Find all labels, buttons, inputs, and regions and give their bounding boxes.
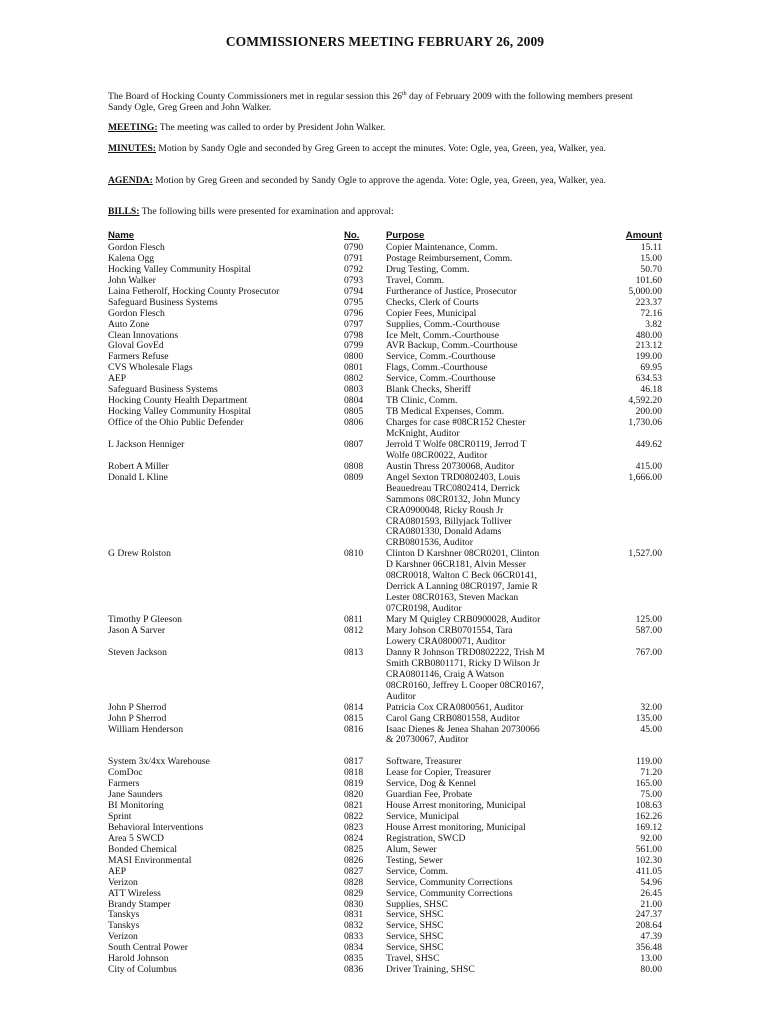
bill-purpose-line: Checks, Clerk of Courts bbox=[386, 296, 479, 308]
bill-number: 0808 bbox=[344, 460, 364, 472]
table-row bbox=[108, 648, 664, 703]
bill-purpose-line: Austin Thress 20730068, Auditor bbox=[386, 460, 515, 472]
bill-name: Hocking County Health Department bbox=[108, 395, 248, 407]
bill-purpose-line: Patricia Cox CRA0800561, Auditor bbox=[386, 701, 524, 713]
bill-name: ComDoc bbox=[108, 767, 143, 779]
bill-purpose bbox=[386, 648, 545, 703]
bill-amount: 92.00 bbox=[640, 832, 662, 844]
bill-name: Jane Saunders bbox=[108, 789, 163, 801]
bill-number: 0799 bbox=[344, 340, 364, 352]
bill-number: 0832 bbox=[344, 920, 364, 932]
bill-purpose-line: D Karshner 06CR181, Alvin Messer bbox=[386, 559, 526, 571]
table-row bbox=[108, 725, 664, 758]
bill-amount: 3.82 bbox=[645, 318, 662, 330]
bill-purpose-line: Service, Comm.-Courthouse bbox=[386, 351, 496, 363]
bill-purpose-line: Postage Reimbursement, Comm. bbox=[386, 252, 513, 264]
bill-amount: 247.37 bbox=[635, 909, 662, 921]
bill-purpose bbox=[386, 878, 513, 889]
document-title: COMMISSIONERS MEETING FEBRUARY 26, 2009 bbox=[225, 34, 545, 49]
bill-purpose-line: Isaac Dienes & Jenea Shahan 20730066 bbox=[386, 723, 540, 735]
bill-number: 0793 bbox=[344, 274, 364, 286]
bill-purpose-line: Supplies, Comm.-Courthouse bbox=[386, 318, 500, 330]
bill-name: City of Columbus bbox=[108, 964, 177, 976]
bill-amount: 1,666.00 bbox=[628, 471, 662, 483]
bill-name: AEP bbox=[108, 865, 127, 877]
bill-purpose-line: Guardian Fee, Probate bbox=[386, 789, 473, 801]
bill-amount: 45.00 bbox=[640, 723, 662, 735]
bill-number: 0791 bbox=[344, 252, 364, 264]
bill-purpose-line: Danny R Johnson TRD0802222, Trish M bbox=[386, 646, 545, 658]
bill-purpose-line: Sammons 08CR0132, John Muncy bbox=[386, 493, 521, 505]
bill-amount: 587.00 bbox=[635, 624, 662, 636]
bill-number: 0819 bbox=[344, 778, 364, 790]
header-no: No. bbox=[344, 230, 360, 241]
minutes-text: Motion by Sandy Ogle and seconded by Greg Green to accept the minutes. Vote: Ogle, yea, Green, yea, Walker, yea. bbox=[155, 143, 606, 154]
bill-amount: 69.95 bbox=[640, 362, 662, 374]
meeting-paragraph bbox=[108, 122, 648, 133]
bill-purpose-line: Mary M Quigley CRB0900028, Auditor bbox=[386, 614, 541, 626]
bill-purpose-line: Smith CRB0801171, Ricky D Wilson Jr bbox=[386, 657, 540, 669]
bill-name: Tanskys bbox=[108, 909, 140, 921]
bill-name: Farmers Refuse bbox=[108, 351, 169, 363]
bill-purpose-line: Lester 08CR0163, Steven Mackan bbox=[386, 592, 519, 604]
bill-number: 0826 bbox=[344, 854, 364, 866]
bill-name: Sprint bbox=[108, 811, 132, 823]
bill-name: Clean Innovations bbox=[108, 329, 179, 341]
bill-name: South Central Power bbox=[108, 942, 188, 954]
bills-label: BILLS: bbox=[108, 206, 140, 217]
bill-purpose bbox=[386, 418, 525, 440]
bill-purpose-line: CRB0801536, Auditor bbox=[386, 537, 473, 549]
bill-amount: 50.70 bbox=[640, 263, 662, 275]
bill-purpose-line: 07CR0198, Auditor bbox=[386, 603, 462, 615]
bill-name: John Walker bbox=[108, 274, 156, 286]
bill-number: 0806 bbox=[344, 417, 364, 428]
bill-purpose-line: Lowery CRA0800071, Auditor bbox=[386, 635, 506, 647]
bill-purpose-line: Travel, Comm. bbox=[386, 274, 445, 286]
bill-number: 0824 bbox=[344, 832, 364, 844]
bill-purpose-line: TB Medical Expenses, Comm. bbox=[386, 406, 505, 418]
bill-name: Behavioral Interventions bbox=[108, 821, 204, 833]
header-purpose: Purpose bbox=[386, 230, 425, 241]
bill-name: Steven Jackson bbox=[108, 646, 167, 658]
bills-table-body bbox=[108, 243, 664, 976]
bill-purpose bbox=[386, 889, 513, 900]
bill-purpose-line: Testing, Sewer bbox=[386, 854, 443, 866]
bill-amount: 1,730.06 bbox=[628, 417, 662, 428]
bill-number: 0835 bbox=[344, 953, 364, 965]
bill-purpose-line: CRA0801330, Donald Adams bbox=[386, 526, 502, 538]
bill-name: Hocking Valley Community Hospital bbox=[108, 263, 251, 275]
bill-purpose-line: Travel, SHSC bbox=[386, 953, 440, 965]
bill-amount: 108.63 bbox=[635, 800, 662, 812]
table-row bbox=[108, 309, 664, 320]
bill-number: 0809 bbox=[344, 471, 364, 483]
bill-purpose-line: Flags, Comm.-Courthouse bbox=[386, 362, 488, 374]
bill-amount: 4,592.20 bbox=[628, 395, 662, 407]
bill-name: Timothy P Gleeson bbox=[108, 614, 182, 626]
bill-name: Tanskys bbox=[108, 920, 140, 932]
meeting-label: MEETING: bbox=[108, 122, 158, 133]
bill-number: 0820 bbox=[344, 789, 364, 801]
bill-number: 0817 bbox=[344, 756, 364, 768]
bill-name: Gloval GovEd bbox=[108, 340, 164, 352]
bill-name: Gordon Flesch bbox=[108, 242, 165, 253]
bill-purpose-line: 08CR0160, Jeffrey L Cooper 08CR0167, bbox=[386, 679, 544, 691]
bill-name: Kalena Ogg bbox=[108, 252, 155, 264]
bill-purpose-line: Furtherance of Justice, Prosecutor bbox=[386, 285, 517, 297]
bill-name: Jason A Sarver bbox=[108, 624, 166, 636]
bill-amount: 21.00 bbox=[640, 898, 662, 910]
bill-number: 0797 bbox=[344, 318, 364, 330]
agenda-paragraph bbox=[108, 175, 648, 186]
header-amount: Amount bbox=[625, 230, 662, 241]
bill-purpose-line: Blank Checks, Sheriff bbox=[386, 384, 471, 396]
bill-amount: 46.18 bbox=[640, 384, 662, 396]
table-row bbox=[108, 878, 664, 889]
bill-amount: 169.12 bbox=[635, 821, 662, 833]
bill-purpose-line: Drug Testing, Comm. bbox=[386, 263, 470, 275]
bill-purpose-line: Software, Treasurer bbox=[386, 756, 462, 768]
bill-number: 0801 bbox=[344, 362, 364, 374]
bill-purpose bbox=[386, 965, 475, 976]
bill-amount: 356.48 bbox=[635, 942, 662, 954]
bill-name: Donald L Kline bbox=[108, 471, 168, 483]
bill-purpose-line: 08CR0018, Walton C Beck 06CR0141, bbox=[386, 570, 537, 582]
bill-number: 0818 bbox=[344, 767, 364, 779]
table-row bbox=[108, 549, 664, 615]
bill-purpose bbox=[386, 626, 513, 648]
bill-purpose-line: Ice Melt, Comm.-Courthouse bbox=[386, 329, 499, 341]
bill-amount: 213.12 bbox=[635, 340, 662, 352]
bill-amount: 47.39 bbox=[640, 931, 662, 943]
bills-table-header bbox=[108, 230, 664, 242]
bill-number: 0834 bbox=[344, 942, 364, 954]
bill-amount: 32.00 bbox=[640, 701, 662, 713]
bill-number: 0813 bbox=[344, 646, 364, 658]
bill-purpose-line: House Arrest monitoring, Municipal bbox=[386, 800, 526, 812]
bill-purpose-line: AVR Backup, Comm.-Courthouse bbox=[386, 340, 518, 352]
bill-name: Safeguard Business Systems bbox=[108, 384, 218, 396]
bill-name: John P Sherrod bbox=[108, 701, 167, 713]
bill-amount: 162.26 bbox=[635, 811, 662, 823]
bill-purpose bbox=[386, 714, 520, 725]
bill-amount: 449.62 bbox=[635, 438, 662, 450]
table-row bbox=[108, 703, 664, 714]
minutes-label: MINUTES: bbox=[108, 143, 156, 154]
bill-purpose-line: Copier Maintenance, Comm. bbox=[386, 242, 498, 253]
bill-amount: 119.00 bbox=[635, 756, 662, 768]
bill-number: 0814 bbox=[344, 701, 364, 713]
bill-number: 0829 bbox=[344, 887, 364, 899]
agenda-label: AGENDA: bbox=[108, 175, 153, 186]
bill-name: Office of the Ohio Public Defender bbox=[108, 417, 244, 428]
minutes-paragraph bbox=[108, 143, 648, 154]
bill-number: 0790 bbox=[344, 242, 364, 253]
bill-purpose-line: Service, SHSC bbox=[386, 920, 444, 932]
bill-amount: 102.30 bbox=[635, 854, 662, 866]
bill-purpose-line: TB Clinic, Comm. bbox=[386, 395, 458, 407]
bill-name: Brandy Stamper bbox=[108, 898, 171, 910]
bill-number: 0827 bbox=[344, 865, 364, 877]
bill-amount: 54.96 bbox=[640, 876, 662, 888]
table-row bbox=[108, 320, 664, 331]
bill-purpose bbox=[386, 473, 520, 550]
bill-purpose-line: Jerrold T Wolfe 08CR0119, Jerrod T bbox=[386, 438, 527, 450]
meeting-text: The meeting was called to order by President John Walker. bbox=[157, 122, 386, 133]
bill-name: L Jackson Henniger bbox=[108, 438, 185, 450]
bill-number: 0807 bbox=[344, 438, 364, 450]
bill-purpose-line: Beauedreau TRC0802414, Derrick bbox=[386, 482, 520, 494]
bill-purpose-line: Service, Dog & Kennel bbox=[386, 778, 477, 790]
bill-amount: 415.00 bbox=[635, 460, 662, 472]
table-row bbox=[108, 889, 664, 900]
table-row bbox=[108, 473, 664, 550]
bill-purpose-line: Service, SHSC bbox=[386, 909, 444, 921]
bill-purpose bbox=[386, 725, 540, 747]
bill-number: 0805 bbox=[344, 406, 364, 418]
bill-purpose bbox=[386, 703, 524, 714]
header-name: Name bbox=[108, 230, 135, 241]
table-row bbox=[108, 298, 664, 309]
bill-purpose-line: CRA0801593, Billyjack Tolliver bbox=[386, 515, 512, 527]
bill-number: 0836 bbox=[344, 964, 364, 976]
bill-purpose-line: Wolfe 08CR0022, Auditor bbox=[386, 449, 488, 461]
bill-purpose-line: Service, Comm. bbox=[386, 865, 449, 877]
bill-number: 0815 bbox=[344, 712, 364, 724]
bill-number: 0825 bbox=[344, 843, 364, 855]
bill-amount: 199.00 bbox=[635, 351, 662, 363]
bill-purpose-line: Service, SHSC bbox=[386, 931, 444, 943]
bill-purpose-line: & 20730067, Auditor bbox=[386, 734, 469, 746]
bill-name: System 3x/4xx Warehouse bbox=[108, 756, 210, 768]
bill-amount: 200.00 bbox=[635, 406, 662, 418]
bill-name: ATT Wireless bbox=[108, 887, 161, 899]
bill-name: Verizon bbox=[108, 876, 138, 888]
bill-number: 0796 bbox=[344, 307, 364, 319]
bill-purpose-line: Auditor bbox=[386, 690, 416, 702]
bill-number: 0800 bbox=[344, 351, 364, 363]
bill-amount: 15.11 bbox=[640, 242, 662, 253]
bill-name: Safeguard Business Systems bbox=[108, 296, 218, 308]
bill-amount: 13.00 bbox=[640, 953, 662, 965]
bill-number: 0831 bbox=[344, 909, 364, 921]
bill-name: G Drew Rolston bbox=[108, 548, 171, 560]
bill-amount: 26.45 bbox=[640, 887, 662, 899]
bill-purpose-line: Service, Comm.-Courthouse bbox=[386, 373, 496, 385]
bill-amount: 125.00 bbox=[635, 614, 662, 626]
table-row bbox=[108, 626, 664, 648]
bill-purpose-line: CRA0900048, Ricky Roush Jr bbox=[386, 504, 504, 516]
bill-name: Area 5 SWCD bbox=[108, 832, 164, 844]
bill-number: 0794 bbox=[344, 285, 364, 297]
bill-purpose-line: Lease for Copier, Treasurer bbox=[386, 767, 492, 779]
bill-amount: 767.00 bbox=[635, 646, 662, 658]
bill-amount: 480.00 bbox=[635, 329, 662, 341]
bill-name: William Henderson bbox=[108, 723, 184, 735]
bill-name: AEP bbox=[108, 373, 127, 385]
bill-amount: 101.60 bbox=[635, 274, 662, 286]
bill-purpose bbox=[386, 440, 526, 462]
table-row bbox=[108, 965, 664, 976]
bill-name: Gordon Flesch bbox=[108, 307, 165, 319]
bill-purpose-line: Mary Johson CRB0701554, Tara bbox=[386, 624, 513, 636]
bill-amount: 561.00 bbox=[635, 843, 662, 855]
bill-amount: 165.00 bbox=[635, 778, 662, 790]
bill-purpose-line: Alum, Sewer bbox=[386, 843, 437, 855]
bill-purpose-line: Supplies, SHSC bbox=[386, 898, 448, 910]
bill-amount: 1,527.00 bbox=[628, 548, 662, 560]
intro-text-after: day of February 2009 with the following members present Sandy Ogle, Greg Green and John Walker. bbox=[108, 91, 633, 113]
bill-purpose-line: Clinton D Karshner 08CR0201, Clinton bbox=[386, 548, 540, 560]
bill-name: John P Sherrod bbox=[108, 712, 167, 724]
bill-name: Hocking Valley Community Hospital bbox=[108, 406, 251, 418]
bill-amount: 15.00 bbox=[640, 252, 662, 264]
bill-amount: 72.16 bbox=[640, 307, 662, 319]
bill-name: Laina Fetherolf, Hocking County Prosecutor bbox=[108, 285, 280, 297]
bill-amount: 80.00 bbox=[640, 964, 662, 976]
bill-amount: 634.53 bbox=[635, 373, 662, 385]
bill-amount: 208.64 bbox=[635, 920, 662, 932]
bill-purpose bbox=[386, 309, 476, 320]
bill-amount: 75.00 bbox=[640, 789, 662, 801]
bill-purpose bbox=[386, 320, 500, 331]
bill-purpose-line: McKnight, Auditor bbox=[386, 427, 460, 439]
bill-purpose-line: CRA0801146, Craig A Watson bbox=[386, 668, 505, 680]
intro-paragraph bbox=[108, 91, 648, 113]
bill-number: 0821 bbox=[344, 800, 364, 812]
agenda-text: Motion by Greg Green and seconded by Sandy Ogle to approve the agenda. Vote: Ogle, yea, Green, yea, Walker, yea. bbox=[152, 175, 606, 186]
bill-number: 0823 bbox=[344, 821, 364, 833]
bill-purpose-line: Service, Municipal bbox=[386, 811, 459, 823]
bill-purpose-line: Charges for case #08CR152 Chester bbox=[386, 417, 526, 428]
bill-purpose-line: Driver Training, SHSC bbox=[386, 964, 475, 976]
bill-number: 0792 bbox=[344, 263, 364, 275]
bill-number: 0822 bbox=[344, 811, 364, 823]
bill-number: 0828 bbox=[344, 876, 364, 888]
bill-amount: 5,000.00 bbox=[628, 285, 662, 297]
bill-name: Auto Zone bbox=[108, 318, 150, 330]
bill-number: 0816 bbox=[344, 723, 364, 735]
bill-purpose-line: Service, SHSC bbox=[386, 942, 444, 954]
bill-purpose-line: Service, Community Corrections bbox=[386, 887, 513, 899]
bill-number: 0802 bbox=[344, 373, 364, 385]
table-row bbox=[108, 440, 664, 462]
bill-amount: 411.05 bbox=[635, 865, 662, 877]
bill-name: CVS Wholesale Flags bbox=[108, 362, 193, 374]
bill-number: 0795 bbox=[344, 296, 364, 308]
bill-name: MASI Environmental bbox=[108, 854, 192, 866]
bill-purpose-line: Carol Gang CRB0801558, Auditor bbox=[386, 712, 520, 724]
bill-name: Verizon bbox=[108, 931, 138, 943]
bill-purpose-line: House Arrest monitoring, Municipal bbox=[386, 821, 526, 833]
bill-name: Bonded Chemical bbox=[108, 843, 178, 855]
intro-text-before: The Board of Hocking County Commissioners met in regular session this 26 bbox=[108, 91, 402, 102]
bill-number: 0811 bbox=[344, 614, 363, 626]
bill-name: BI Monitoring bbox=[108, 800, 164, 812]
bill-purpose-line: Derrick A Lanning 08CR0197, Jamie R bbox=[386, 581, 538, 593]
bill-amount: 135.00 bbox=[635, 712, 662, 724]
bill-purpose-line: Angel Sexton TRD0802403, Louis bbox=[386, 471, 521, 483]
bills-text: The following bills were presented for examination and approval: bbox=[139, 206, 394, 217]
table-row bbox=[108, 714, 664, 725]
bill-name: Harold Johnson bbox=[108, 953, 169, 965]
bill-purpose-line: Copier Fees, Municipal bbox=[386, 307, 477, 319]
bill-name: Farmers bbox=[108, 778, 140, 790]
bill-number: 0798 bbox=[344, 329, 364, 341]
bill-number: 0803 bbox=[344, 384, 364, 396]
bill-number: 0810 bbox=[344, 548, 364, 560]
bill-purpose bbox=[386, 549, 539, 615]
bill-purpose-line: Registration, SWCD bbox=[386, 832, 466, 844]
bill-number: 0804 bbox=[344, 395, 364, 407]
bills-paragraph bbox=[108, 206, 648, 217]
bill-amount: 223.37 bbox=[635, 296, 662, 308]
bill-purpose bbox=[386, 298, 479, 309]
bill-purpose-line: Service, Community Corrections bbox=[386, 876, 513, 888]
bill-name: Robert A Miller bbox=[108, 460, 169, 472]
table-row bbox=[108, 418, 664, 440]
bill-number: 0812 bbox=[344, 624, 364, 636]
bill-number: 0830 bbox=[344, 898, 364, 910]
intro-superscript: th bbox=[401, 90, 407, 97]
bill-number: 0833 bbox=[344, 931, 364, 943]
bill-amount: 71.20 bbox=[640, 767, 662, 779]
